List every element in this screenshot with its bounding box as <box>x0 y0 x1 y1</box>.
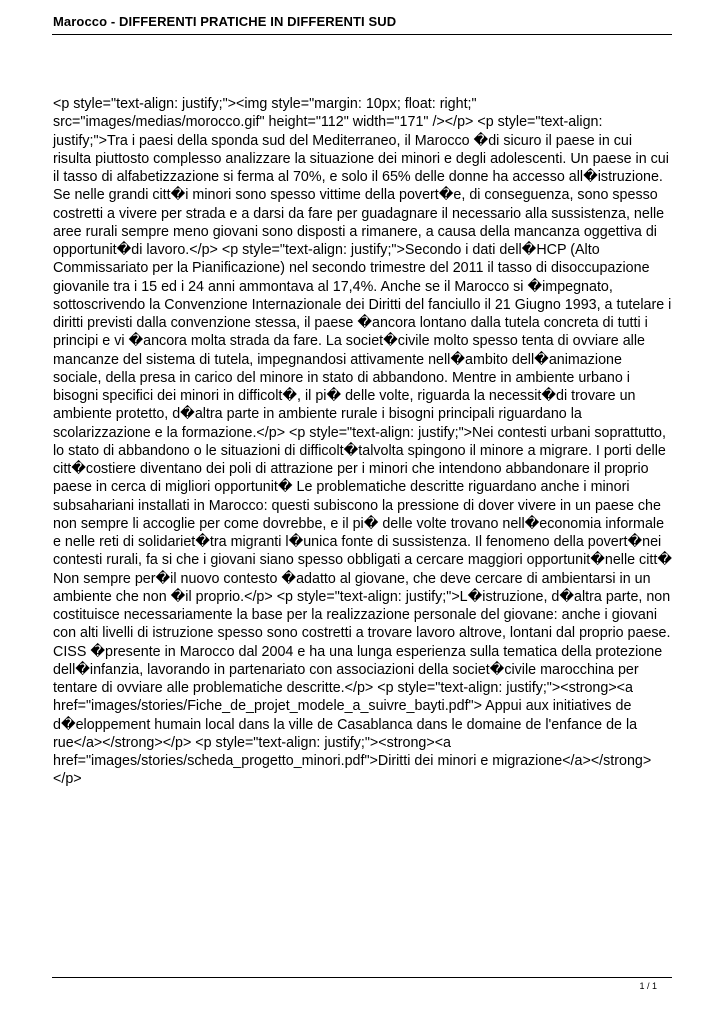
article-body <box>53 95 673 789</box>
footer-divider <box>52 977 672 978</box>
page-number: 1 / 1 <box>639 981 657 991</box>
page-title: Marocco - DIFFERENTI PRATICHE IN DIFFERENTI SUD <box>53 14 397 29</box>
article-paragraph: <p style="text-align: justify;"><img style="margin: 10px; float: right;" src="images/medias/morocco.gif" height="112" width="171" /></p> <p style="text-align: justify;">Tra i paesi della sponda sud del Mediterraneo, il Marocco �di sicuro il paese in cui risulta piuttosto complesso analizzare la situazione dei minori e degli adolescenti. Un paese in cui il tasso di alfabetizzazione si ferma al 70%, e solo il 65% delle donne ha accesso all�istruzione. Se nelle grandi citt�i minori sono spesso vittime della povert�e, di conseguenza, sono spesso costretti a vivere per strada e a darsi da fare per guadagnare il necessario alla sussistenza, nelle aree rurali sempre meno giovani sono disposti a rimanere, a causa della mancanza oggettiva di opportunit�di lavoro.</p> <p style="text-align: justify;">Secondo i dati dell�HCP (Alto Commissariato per la Pianificazione) nel secondo trimestre del 2011 il tasso di disoccupazione giovanile tra i 15 ed i 24 anni ammontava al 17,4%. Anche se il Marocco si �impegnato, sottoscrivendo la Convenzione Internazionale dei Diritti del fanciullo il 21 Giugno 1993, a tutelare i diritti previsti dalla convenzione stessa, il paese �ancora lontano dalla tutela concreta di tutti i principi e vi �ancora molta strada da fare. La societ�civile molto spesso tenta di ovviare alle mancanze del sistema di tutela, impegnandosi attivamente nell�ambito dell�animazione sociale, della presa in carico del minore in stato di abbandono. Mentre in ambiente urbano i bisogni specifici dei minori in difficolt�, il pi� delle volte, riguarda la necessit�di trovare un ambiente protetto, d�altra parte in ambiente rurale i bisogni principali riguardano la scolarizzazione e la formazione.</p> <p style="text-align: justify;">Nei contesti urbani soprattutto, lo stato di abbandono o le situazioni di difficolt�talvolta spingono il minore a migrare. I porti delle citt�costiere diventano dei poli di attrazione per i minori che intendono abbandonare il proprio paese in cerca di migliori opportunit� Le problematiche descritte riguardano anche i minori subsahariani installati in Marocco: questi subiscono la pressione di dover vivere in un paese che non sempre li accoglie per come dovrebbe, e il pi� delle volte trovano nell�economia informale e nelle reti di solidariet�tra migranti l�unica fonte di sussistenza. Il fenomeno della povert�nei contesti rurali, fa si che i giovani siano spesso obbligati a cercare maggiori opportunit�nelle citt� Non sempre per�il nuovo contesto �adatto al giovane, che deve cercare di ambientarsi in un ambiente che non �il proprio.</p> <p style="text-align: justify;">L�istruzione, d�altra parte, non costituisce necessariamente la base per la realizzazione personale del giovane: anche i giovani con alti livelli di istruzione spesso sono costretti a trovare lavoro altrove, lontani dal proprio paese. CISS �presente in Marocco dal 2004 e ha una lunga esperienza sulla tematica della protezione dell�infanzia, lavorando in partenariato con associazioni della societ�civile marocchina per tentare di ovviare alle problematiche descritte.</p> <p style="text-align: justify;"><strong><a href="images/stories/Fiche_de_projet_modele_a_suivre_bayti.pdf"> Appui aux initiatives de d�eloppement humain local dans la ville de Casablanca dans le domaine de l'enfance de la rue</a></strong></p> <p style="text-align: justify;"><strong><a href="images/stories/scheda_progetto_minori.pdf">Diritti dei minori e migrazione</a></strong></p> <box>53 96 672 788</box>
header-divider <box>52 34 672 35</box>
